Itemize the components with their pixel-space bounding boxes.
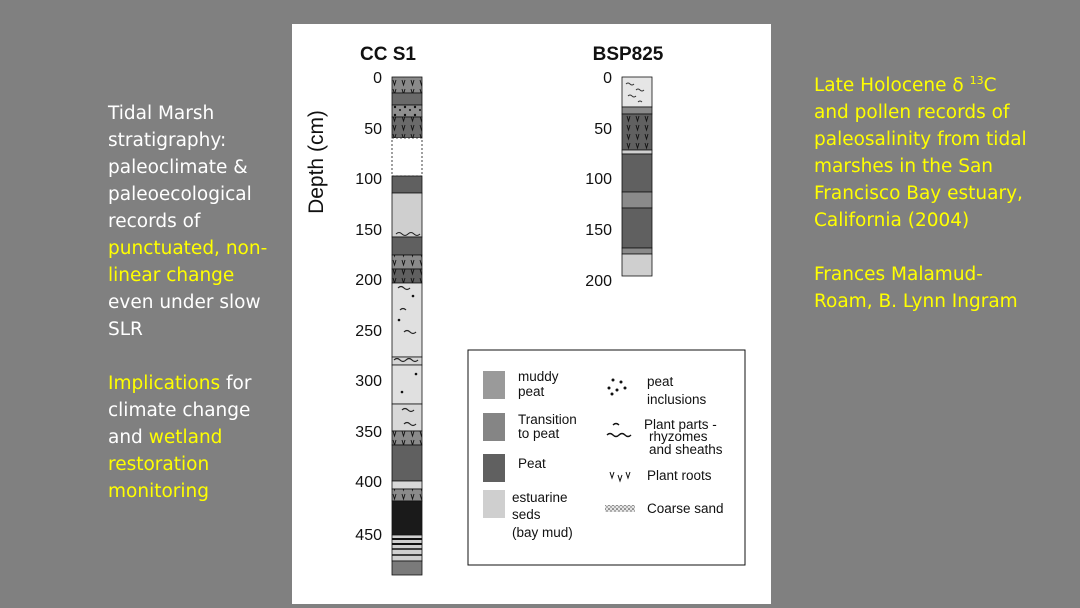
core-1-gap	[392, 138, 422, 176]
core-1-tick-label: 150	[355, 222, 382, 239]
core-1-layer	[392, 501, 422, 535]
core-1-inclusion	[415, 373, 418, 376]
core-1-inclusion	[398, 319, 401, 322]
core-1-tick-label: 200	[355, 272, 382, 289]
legend-label-plant-parts: and sheaths	[649, 442, 723, 457]
stratigraphy-svg	[292, 24, 771, 604]
legend-label-peat: Peat	[518, 456, 546, 471]
y-axis-label: Depth (cm)	[305, 110, 328, 214]
core-1-layer	[392, 404, 422, 431]
legend-label-estuarine: (bay mud)	[512, 525, 573, 540]
core-1-inclusion	[412, 295, 415, 298]
core-2-layer	[622, 248, 652, 254]
legend-swatch-peat	[483, 454, 505, 482]
legend-label-estuarine: seds	[512, 507, 541, 522]
left-paragraph-1	[108, 100, 283, 343]
core-1-tick-label: 300	[355, 373, 382, 390]
core-1-ticks	[355, 70, 382, 544]
core-2-tick-label: 150	[585, 222, 612, 239]
core-1-tick-label: 0	[373, 70, 382, 87]
core-1-layer	[392, 365, 422, 404]
core-2-tick-label: 50	[594, 121, 612, 138]
left-p1-text-b: even under slow SLR	[108, 292, 261, 340]
core-2-column	[622, 77, 652, 276]
legend	[468, 350, 745, 565]
coarse-sand-icon	[605, 505, 635, 512]
core-1-layer	[392, 237, 422, 255]
core-2-ticks	[585, 70, 612, 290]
legend-label-peat-inclusions: peat	[647, 374, 674, 389]
legend-label-estuarine: estuarine	[512, 490, 568, 505]
core-2-layer	[622, 192, 652, 208]
core-2-tick-label: 0	[603, 70, 612, 87]
core-1-layer	[392, 561, 422, 575]
core-1-inclusion	[401, 391, 404, 394]
left-p2-highlight-1: Implications	[108, 373, 221, 394]
legend-label-plant-roots: Plant roots	[647, 468, 712, 483]
core-1-layer	[392, 77, 422, 93]
left-p2-highlight-2: wetland restoration monitoring	[108, 427, 223, 502]
legend-swatch-estuarine	[483, 490, 505, 518]
left-p1-text-a: Tidal Marsh stratigraphy: paleoclimate & paleoecological records of	[108, 103, 252, 232]
core-1-layer	[392, 105, 422, 117]
left-description	[108, 100, 283, 532]
legend-label-plant-parts: rhyzomes	[649, 429, 708, 444]
reference-title-a: Late Holocene δ	[814, 75, 964, 96]
core-1-tick-label: 350	[355, 424, 382, 441]
core-2-layer	[622, 150, 652, 154]
core-1-tick-label: 100	[355, 171, 382, 188]
core-2-layer	[622, 77, 652, 107]
right-description	[814, 72, 1029, 342]
core-1-layer	[392, 93, 422, 105]
core-2-layer	[622, 107, 652, 114]
core-2-layer	[622, 208, 652, 248]
core-2-layer	[622, 154, 652, 192]
legend-label-transition: to peat	[518, 426, 560, 441]
core-1-tick-label: 50	[364, 121, 382, 138]
core-1-column	[392, 77, 422, 575]
stratigraphy-figure	[292, 24, 771, 604]
reference-title	[814, 72, 1029, 234]
core-2-title: BSP825	[592, 44, 664, 65]
legend-swatch-transition	[483, 413, 505, 441]
core-1-tick-label: 250	[355, 323, 382, 340]
reference-title-sup: 13	[969, 73, 984, 87]
core-2-tick-label: 100	[585, 171, 612, 188]
core-1-tick-label: 450	[355, 527, 382, 544]
core-1-tick-label: 400	[355, 474, 382, 491]
core-2-layer	[622, 114, 652, 150]
left-p2-text-a: for climate change and	[108, 373, 252, 448]
core-1-layer	[392, 193, 422, 237]
core-1-layer	[392, 489, 422, 501]
legend-label-muddy-peat: muddy	[518, 369, 559, 384]
legend-frame	[468, 350, 745, 565]
core-1-layer	[392, 445, 422, 481]
legend-label-muddy-peat: peat	[518, 384, 545, 399]
reference-title-b: C and pollen records of paleosalinity from tidal marshes in the San Francisco Bay estuary, California (2004)	[814, 75, 1027, 231]
core-1-layer	[392, 255, 422, 269]
core-1-layer	[392, 431, 422, 445]
core-2-tick-label: 200	[585, 273, 612, 290]
core-1-layer	[392, 176, 422, 193]
core-2-layer	[622, 254, 652, 276]
legend-swatch-muddy-peat	[483, 371, 505, 399]
left-paragraph-2	[108, 370, 283, 505]
core-1-layer	[392, 117, 422, 138]
legend-label-plant-parts: Plant parts -	[644, 417, 717, 432]
core-1-layer	[392, 269, 422, 283]
reference-authors: Frances Malamud-Roam, B. Lynn Ingram	[814, 264, 1018, 312]
core-1-layer	[392, 481, 422, 489]
core-1-layer	[392, 283, 422, 357]
legend-label-transition: Transition	[518, 412, 577, 427]
core-1-title: CC S1	[360, 44, 416, 65]
left-p1-highlight: punctuated, non-linear change	[108, 238, 268, 286]
legend-label-coarse-sand: Coarse sand	[647, 501, 724, 516]
legend-label-peat-inclusions: inclusions	[647, 392, 707, 407]
